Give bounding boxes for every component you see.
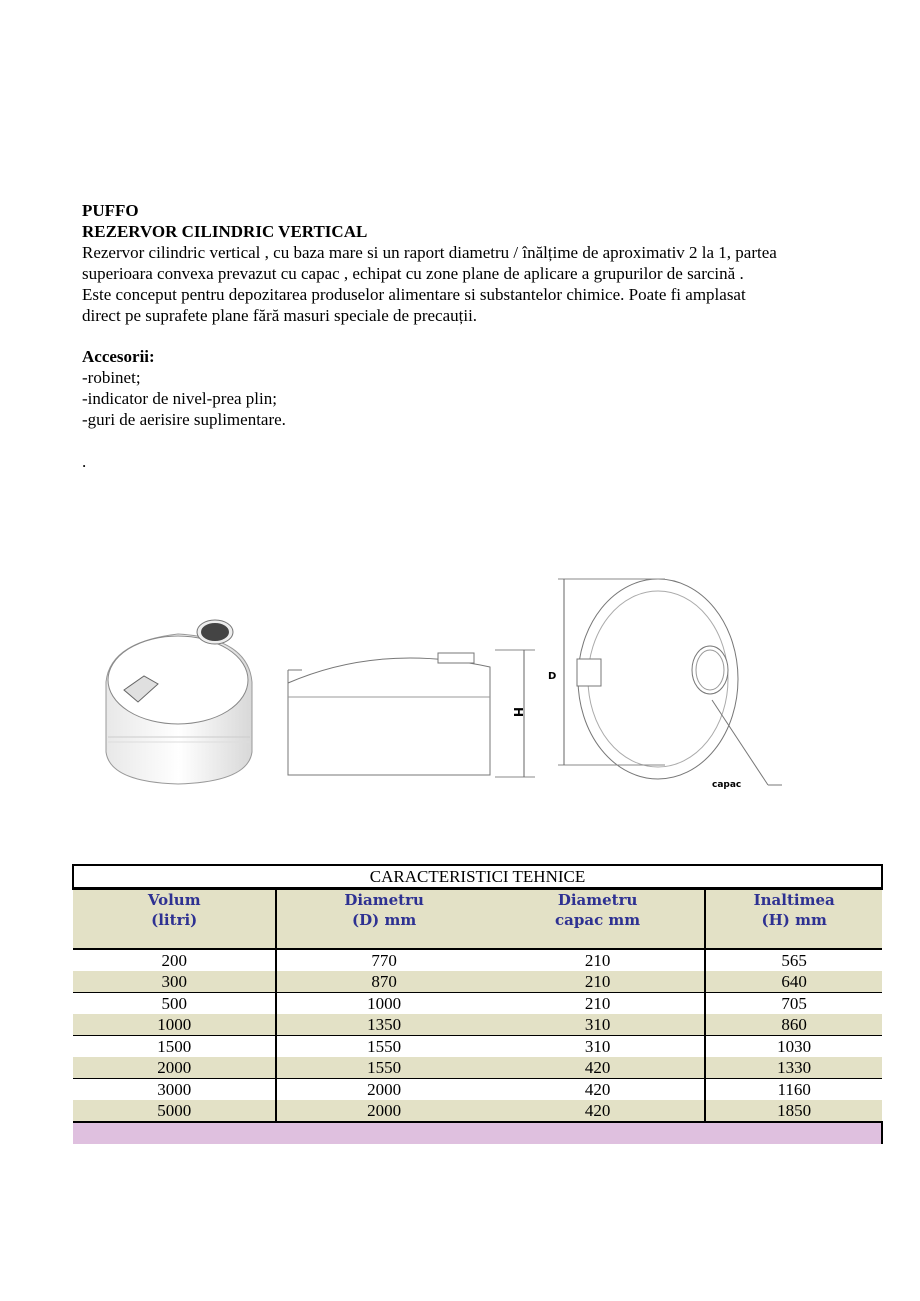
table-cell: 2000 [73,1057,276,1079]
table-row [73,1079,882,1101]
header-line: capac mm [555,911,641,929]
table-cell: 1160 [777,1080,811,1099]
table-header-row [73,889,882,950]
table-cell: 3000 [73,1079,276,1101]
description-line: Rezervor cilindric vertical , cu baza mare si un raport diametru / înălțime de aproximativ 2 la 1, partea [82,243,777,262]
product-subtitle: REZERVOR CILINDRIC VERTICAL [82,222,368,241]
tank-side-view-drawing [280,645,545,785]
table-cell: 860 [705,1014,882,1036]
column-header-height [705,889,882,950]
table-cell: 210 [491,971,705,993]
trailing-dot: . [82,452,87,471]
product-name: PUFFO [82,201,139,220]
table-cell: 420 [491,1057,705,1079]
table-cell: 310 [491,1036,705,1058]
column-header-volume [73,889,276,950]
table-cell: 770 [371,951,397,970]
accessory-item: -indicator de nivel-prea plin; [82,389,277,408]
table-cell: 1000 [367,994,402,1013]
header-line: Inaltimea [753,891,835,909]
header-line: (H) mm [761,911,827,929]
table-cell: 870 [276,971,490,993]
description-line: superioara convexa prevazut cu capac , echipat cu zone plane de aplicare a grupurilor de sarcină . [82,264,744,283]
table-cell: 565 [781,951,807,970]
table-cell: 1000 [73,1014,276,1036]
tank-3d-illustration [98,612,260,788]
table-cell: 420 [491,1079,705,1101]
technical-specs-table [72,864,883,1144]
column-header-lid-diameter [491,889,705,950]
table-row [73,1036,882,1058]
accessory-item: -robinet; [82,368,141,387]
table-row [73,971,882,993]
height-label: H [511,707,525,718]
table-row [73,1057,882,1079]
table-cell: 310 [491,1014,705,1036]
header-line: Diametru [344,891,424,909]
table-cell: 210 [491,993,705,1015]
table-cell: 200 [73,949,276,971]
table-row [73,949,882,971]
table-cell: 2000 [276,1100,490,1122]
header-line: Diametru [557,891,638,909]
table-cell: 1500 [73,1036,276,1058]
table-cell: 500 [73,993,276,1015]
diameter-label: D [548,671,557,682]
description-line: Este conceput pentru depozitarea produselor alimentare si substantelor chimice. Poate fi amplasat [82,285,746,304]
header-line: Volum [147,891,201,909]
table-cell: 1550 [367,1037,402,1056]
table-cell: 5000 [73,1100,276,1122]
table-row [73,993,882,1015]
table-cell: 705 [781,994,807,1013]
table-row [73,1100,882,1122]
table-cell: 1850 [705,1100,882,1122]
column-header-diameter [276,889,490,950]
capac-label: capac [712,780,742,790]
table-cell: 300 [73,971,276,993]
header-line: (litri) [151,911,198,929]
table-cell: 640 [705,971,882,993]
footer-cell [73,1122,882,1144]
table-footer-row [73,1122,882,1144]
table-cell: 210 [491,949,705,971]
table-cell: 2000 [367,1080,402,1099]
table-cell: 1350 [276,1014,490,1036]
description-line: direct pe suprafete plane fără masuri speciale de precauții. [82,306,478,325]
table-row [73,1014,882,1036]
table-title: CARACTERISTICI TEHNICE [73,865,882,889]
accessories-title: Accesorii: [82,347,155,366]
table-cell: 1330 [705,1057,882,1079]
table-cell: 420 [491,1100,705,1122]
header-line: (D) mm [352,911,417,929]
table-cell: 1030 [777,1037,812,1056]
accessory-item: -guri de aerisire suplimentare. [82,410,286,429]
table-cell: 1550 [276,1057,490,1079]
tank-top-view-drawing [540,575,790,795]
